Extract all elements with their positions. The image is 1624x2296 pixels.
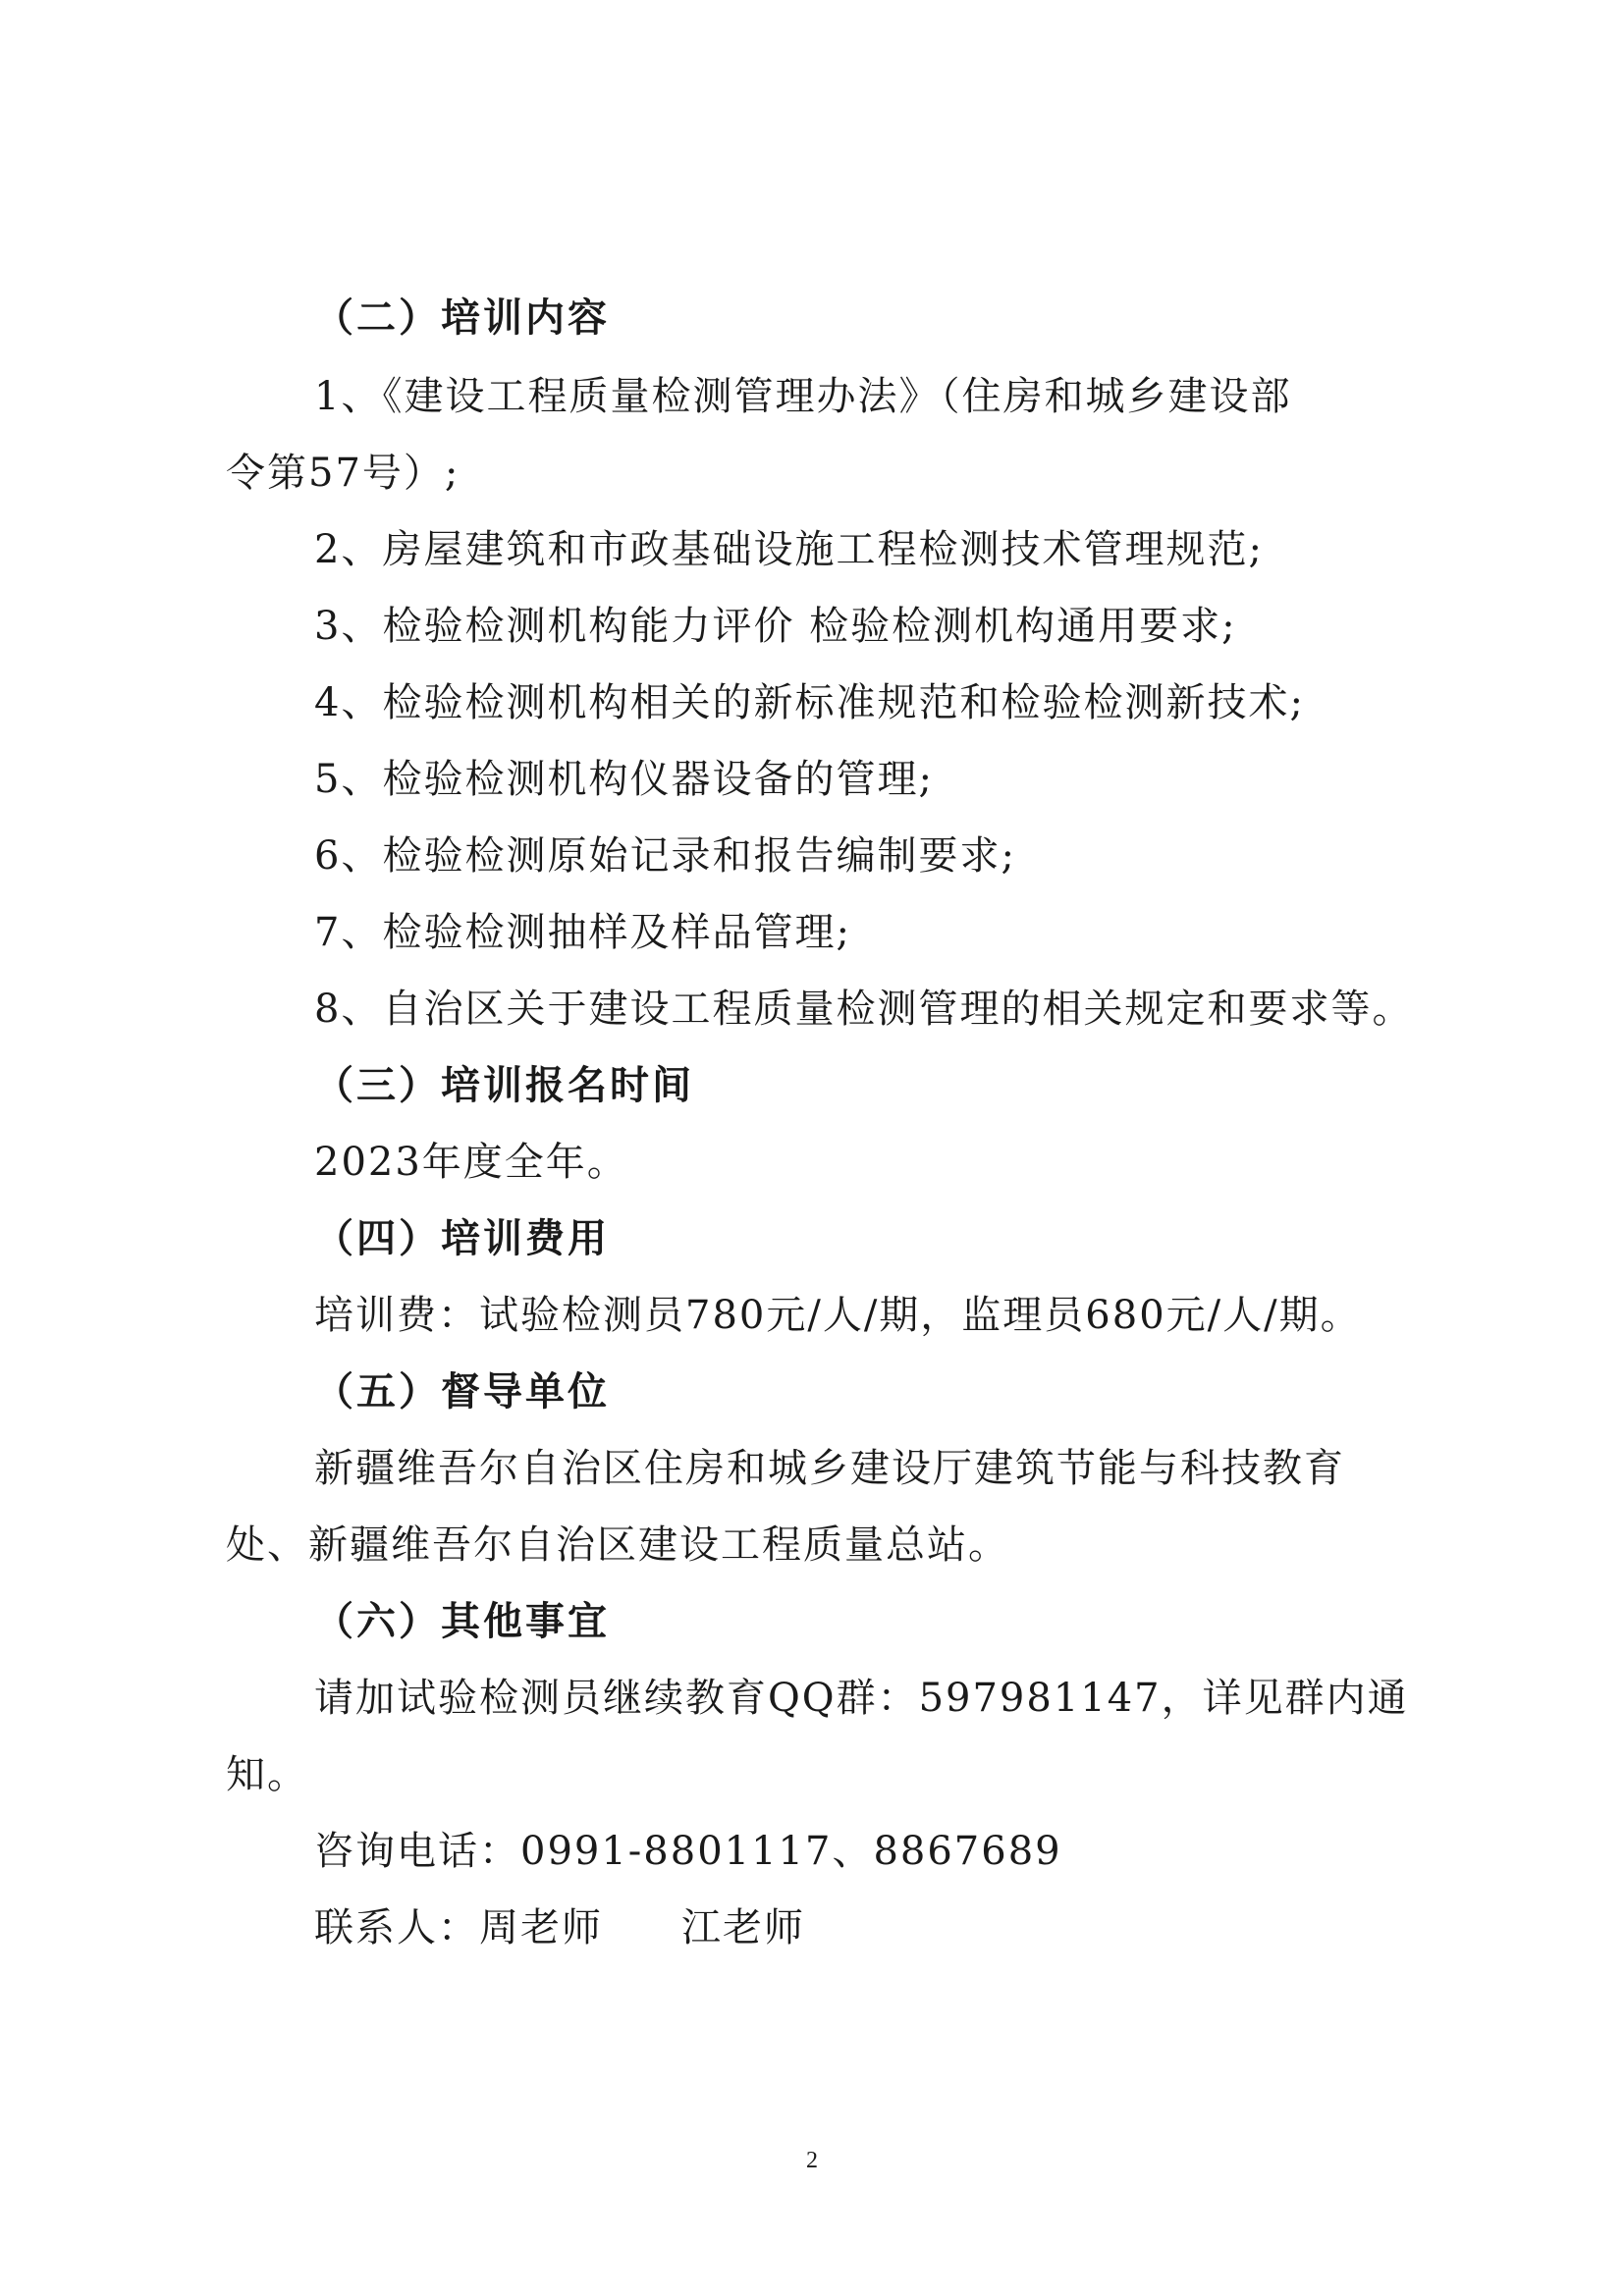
content-item-3: 3、检验检测机构能力评价 检验检测机构通用要求; — [314, 604, 1237, 649]
section-heading-fees: （四）培训费用 — [314, 1216, 610, 1261]
contact-persons — [314, 1902, 1492, 1953]
section-heading-other: （六）其他事宜 — [314, 1599, 610, 1644]
consult-phone: 咨询电话：0991-8801117、8867689 — [314, 1829, 1062, 1874]
section-heading-registration: （三）培训报名时间 — [314, 1063, 694, 1108]
page-number: 2 — [806, 2148, 818, 2173]
supervision-line-2: 处、新疆维吾尔自治区建设工程质量总站。 — [226, 1522, 1009, 1568]
supervision-line-1: 新疆维吾尔自治区住房和城乡建设厅建筑节能与科技教育 — [314, 1446, 1345, 1491]
section-heading-content: （二）培训内容 — [314, 295, 610, 341]
content-item-1-line-1: 1、《建设工程质量检测管理办法》（住房和城乡建设部 — [314, 374, 1292, 419]
qq-group-line-1: 请加试验检测员继续教育QQ群：597981147，详见群内通 — [314, 1676, 1409, 1721]
qq-group-line-2: 知。 — [226, 1752, 308, 1797]
registration-text: 2023年度全年。 — [314, 1140, 628, 1185]
content-item-4: 4、检验检测机构相关的新标准规范和检验检测新技术; — [314, 680, 1305, 725]
content-item-6: 6、检验检测原始记录和报告编制要求; — [314, 833, 1016, 879]
content-item-7: 7、检验检测抽样及样品管理; — [314, 910, 851, 955]
content-item-8: 8、自治区关于建设工程质量检测管理的相关规定和要求等。 — [314, 987, 1414, 1032]
content-item-1-line-2: 令第57号）; — [226, 451, 460, 496]
contact-person-2: 江老师 — [681, 1905, 805, 1950]
content-item-5: 5、检验检测机构仪器设备的管理; — [314, 757, 934, 802]
contact-person-1: 联系人：周老师 — [314, 1905, 603, 1950]
section-heading-supervision: （五）督导单位 — [314, 1369, 610, 1415]
fees-text: 培训费：试验检测员780元/人/期，监理员680元/人/期。 — [314, 1293, 1362, 1338]
content-item-2: 2、房屋建筑和市政基础设施工程检测技术管理规范; — [314, 527, 1264, 572]
